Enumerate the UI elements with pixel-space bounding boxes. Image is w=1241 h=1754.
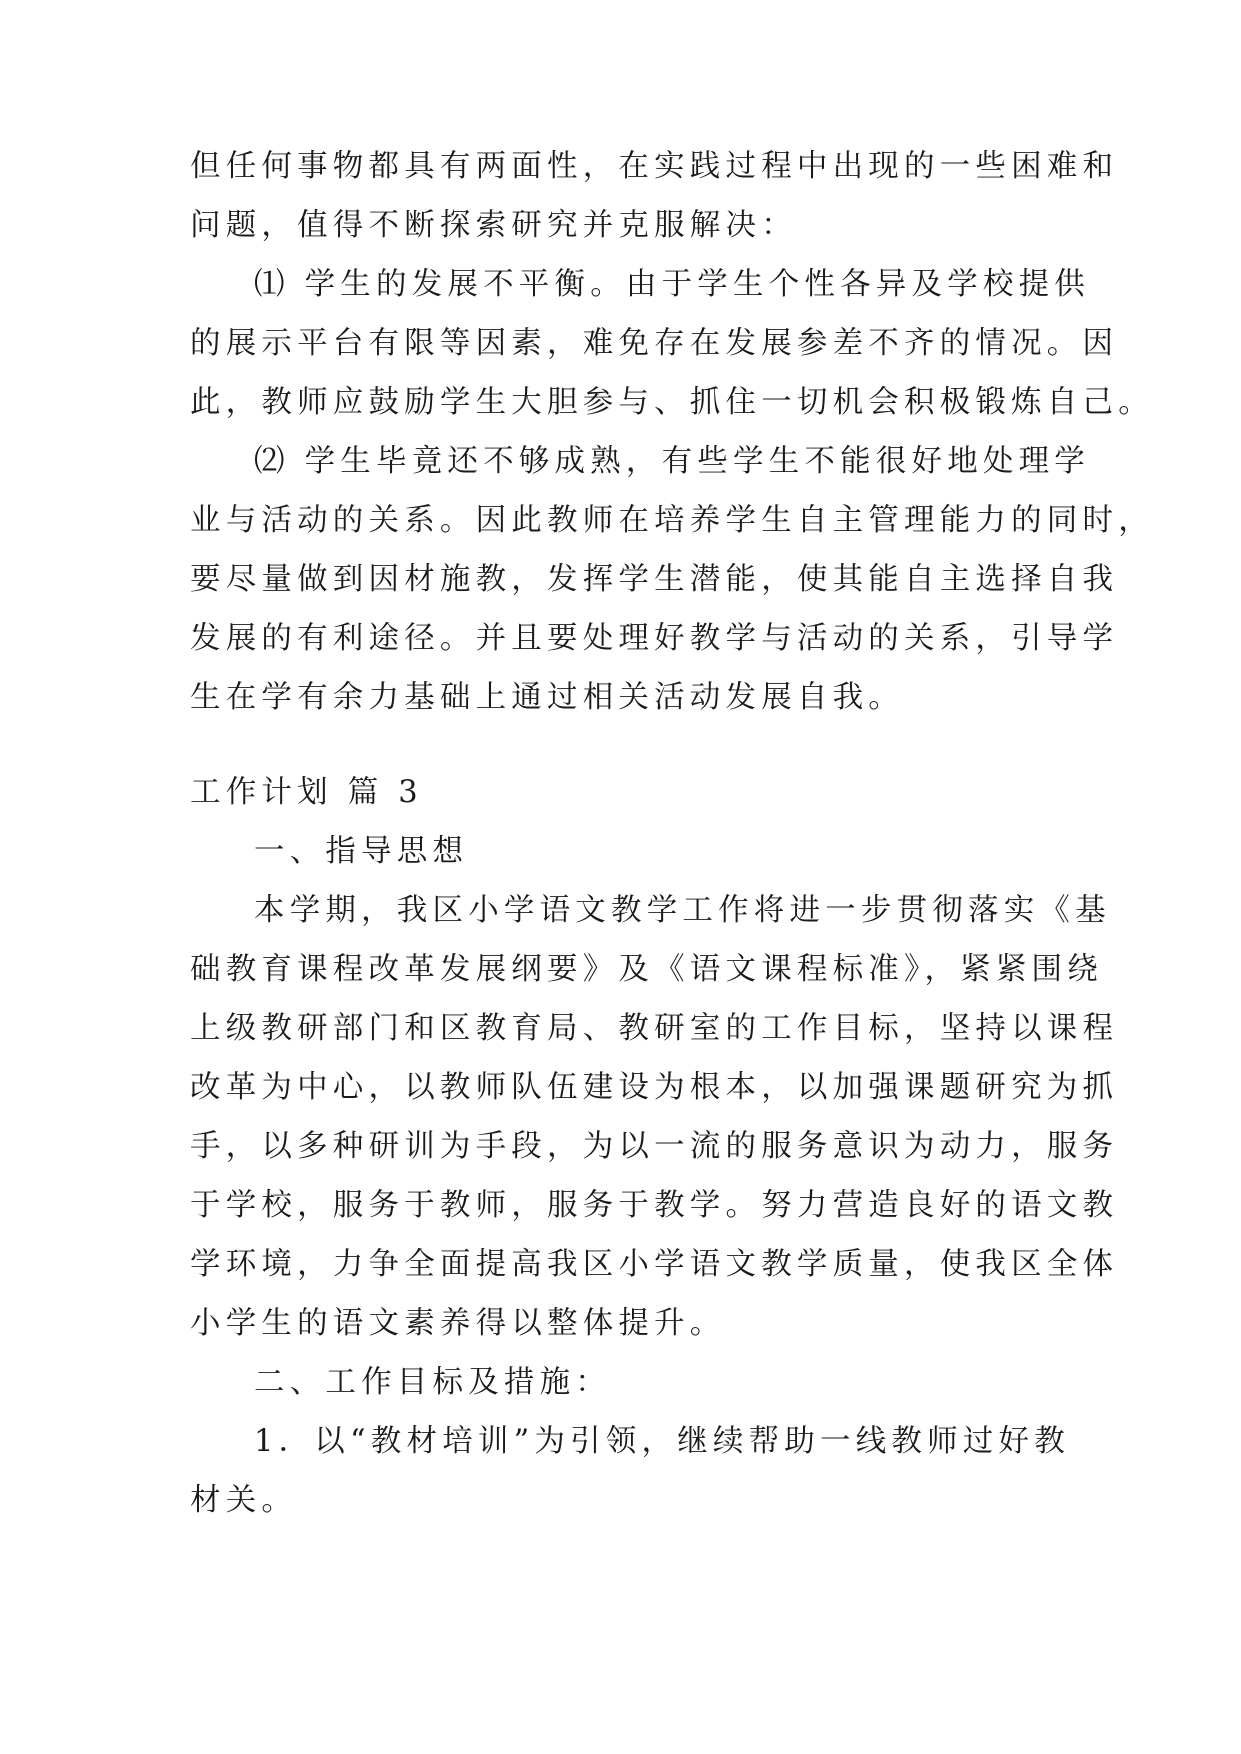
paragraph-line: 生在学有余力基础上通过相关活动发展自我。 [190,680,904,715]
paragraph-line: 但任何事物都具有两面性，在实践过程中出现的一些困难和 [190,149,1119,184]
paragraph-line: 本学期，我区小学语文教学工作将进一步贯彻落实《基 [254,893,1111,928]
paragraph-line: 的展示平台有限等因素，难免存在发展参差不齐的情况。因 [190,326,1119,361]
paragraph-line: ⑴ 学生的发展不平衡。由于学生个性各异及学校提供 [254,267,1090,302]
heading-goals-measures: 二、工作目标及措施： [254,1365,611,1400]
paragraph-line: 材关。 [190,1483,298,1518]
paragraph-line: 于学校，服务于教师，服务于教学。努力营造良好的语文教 [190,1188,1119,1223]
paragraph-line: 学环境，力争全面提高我区小学语文教学质量，使我区全体 [190,1247,1119,1282]
paragraph-line: 改革为中心，以教师队伍建设为根本，以加强课题研究为抓 [190,1070,1119,1105]
section-title: 工作计划 篇 3 [190,775,423,810]
text-section-work-plan [190,763,1119,1530]
paragraph-line: 问题，值得不断探索研究并克服解决： [190,208,797,243]
paragraph-line: 础教育课程改革发展纲要》及《语文课程标准》，紧紧围绕 [190,952,1103,987]
paragraph-line: 上级教研部门和区教育局、教研室的工作目标，坚持以课程 [190,1011,1119,1046]
paragraph-line: 业与活动的关系。因此教师在培养学生自主管理能力的同时， [190,503,1154,538]
paragraph-line: 此，教师应鼓励学生大胆参与、抓住一切机会积极锻炼自己。 [190,385,1154,420]
paragraph-line: 发展的有利途径。并且要处理好教学与活动的关系，引导学 [190,621,1119,656]
paragraph-line: 小学生的语文素养得以整体提升。 [190,1306,726,1341]
text-section-problems [190,137,1154,727]
paragraph-line: ⑵ 学生毕竟还不够成熟，有些学生不能很好地处理学 [254,444,1090,479]
paragraph-line: 手，以多种研训为手段，为以一流的服务意识为动力，服务 [190,1129,1119,1164]
paragraph-line: 1．以“教材培训”为引领，继续帮助一线教师过好教 [254,1424,1070,1459]
heading-guiding-thought: 一、指导思想 [254,834,469,869]
paragraph-line: 要尽量做到因材施教，发挥学生潜能，使其能自主选择自我 [190,562,1119,597]
